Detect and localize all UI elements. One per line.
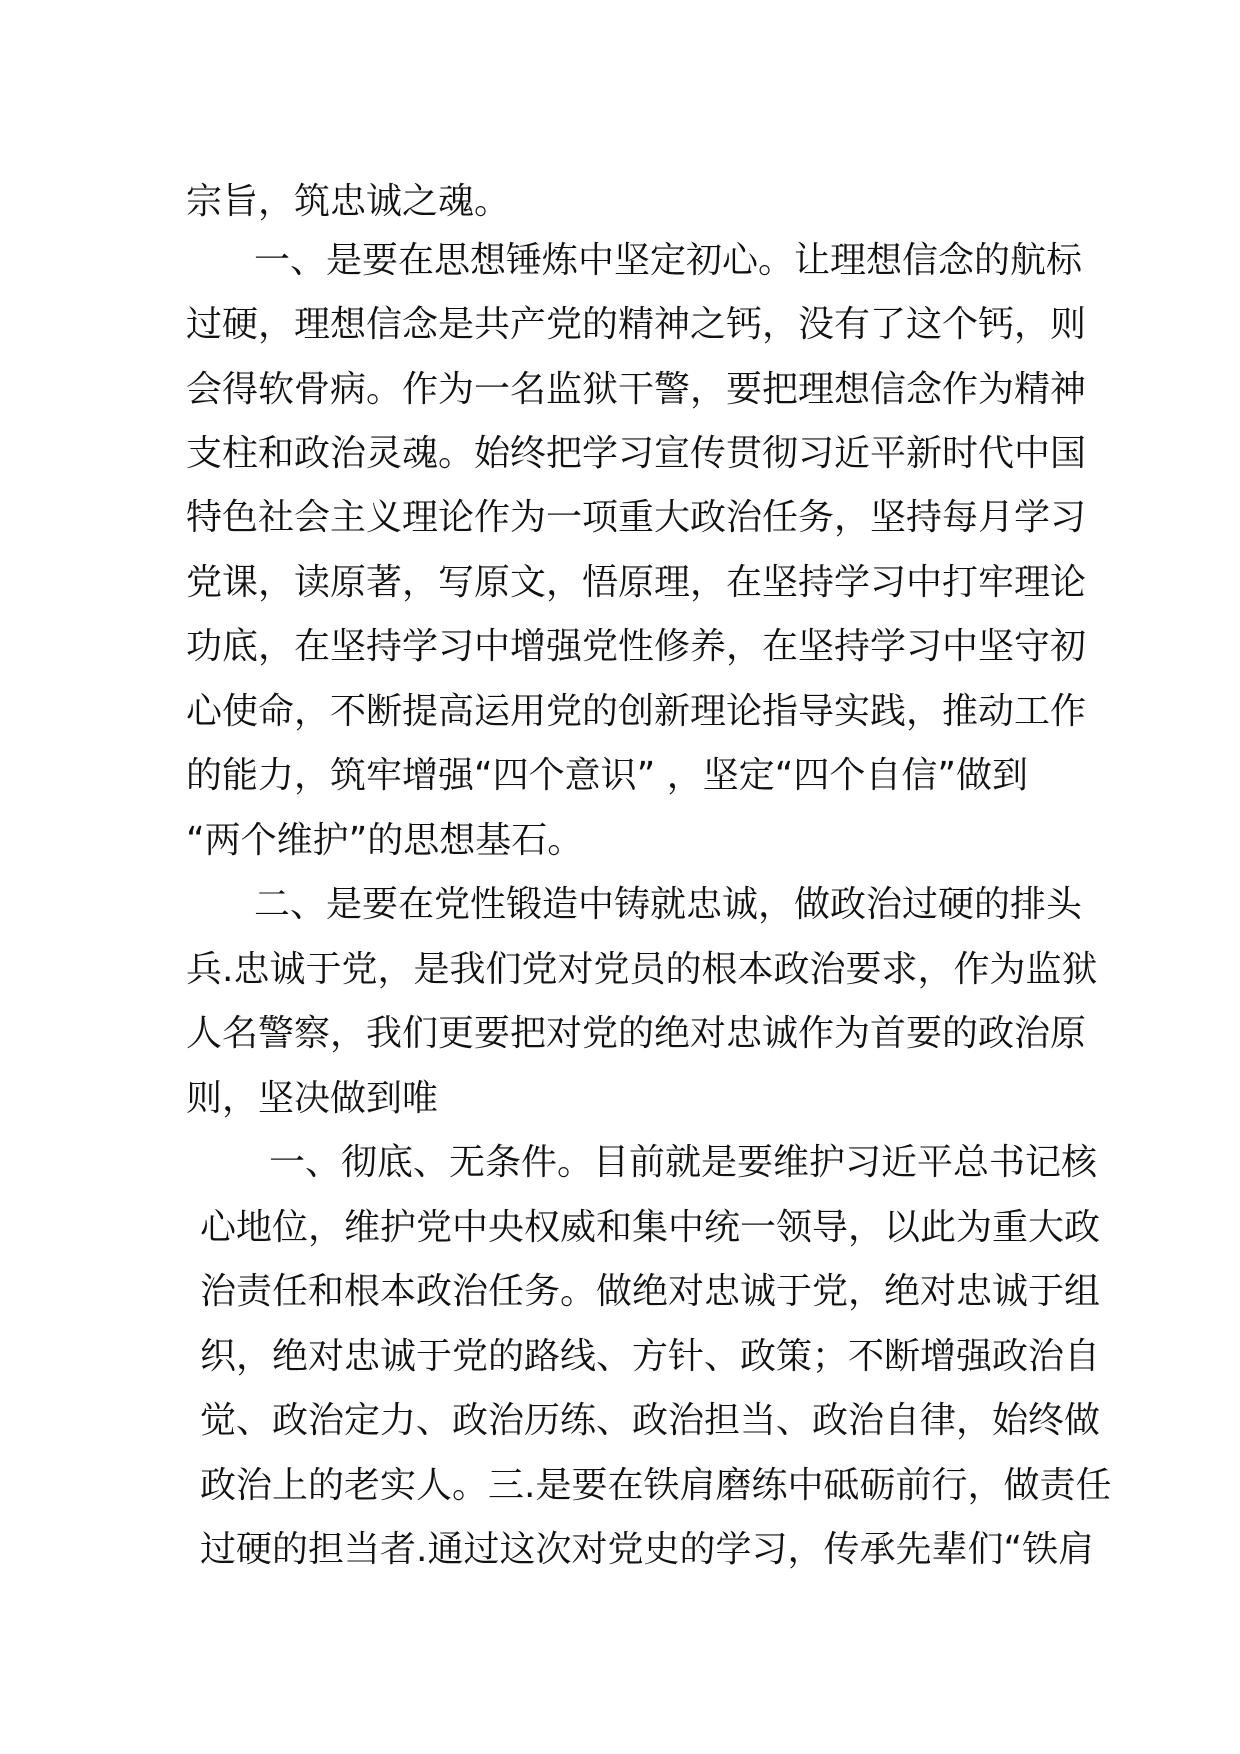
text-line: 则，坚决做到唯	[186, 1078, 439, 1119]
text-line: 治责任和根本政治任务。做绝对忠诚于党，绝对忠诚于组	[200, 1271, 1101, 1312]
text-line: 党课，读原著，写原文，悟原理，在坚持学习中打牢理论	[186, 562, 1087, 603]
text-line: 心地位，维护党中央权威和集中统一领导，以此为重大政	[200, 1207, 1101, 1248]
text-line: 二、是要在党性锻造中铸就忠诚，做政治过硬的排头	[254, 884, 1083, 925]
text-line: 特色社会主义理论作为一项重大政治任务，坚持每月学习	[186, 497, 1087, 538]
text-line: 支柱和政治灵魂。始终把学习宣传贯彻习近平新时代中国	[186, 433, 1087, 474]
text-line: 会得软骨病。作为一名监狱干警，要把理想信念作为精神	[186, 369, 1087, 410]
text-line: 兵.忠诚于党，是我们党对党员的根本政治要求，作为监狱	[186, 949, 1098, 990]
text-line: 心使命，不断提高运用党的创新理论指导实践，推动工作	[186, 691, 1087, 732]
text-line: 宗旨，筑忠诚之魂。	[186, 181, 511, 222]
text-line: 过硬的担当者.通过这次对党史的学习，传承先辈们“铁肩	[200, 1529, 1095, 1570]
text-line: 人名警察，我们更要把对党的绝对忠诚作为首要的政治原	[186, 1013, 1087, 1054]
text-line: 的能力，筑牢增强“四个意识” ，坚定“四个自信”做到	[186, 755, 1029, 796]
text-line: 一、是要在思想锤炼中坚定初心。让理想信念的航标	[254, 240, 1083, 281]
text-line: 功底，在坚持学习中增强党性修养，在坚持学习中坚守初	[186, 626, 1087, 667]
text-line: 织，绝对忠诚于党的路线、方针、政策；不断增强政治自	[200, 1336, 1101, 1377]
text-line: 政治上的老实人。三.是要在铁肩磨练中砥砺前行，做责任	[200, 1465, 1112, 1506]
text-line: 过硬，理想信念是共产党的精神之钙，没有了这个钙，则	[186, 304, 1087, 345]
text-line: 一、彻底、无条件。目前就是要维护习近平总书记核	[269, 1142, 1098, 1183]
text-line: “两个维护”的思想基石。	[186, 820, 584, 861]
text-line: 觉、政治定力、政治历练、政治担当、政治自律，始终做	[200, 1400, 1101, 1441]
